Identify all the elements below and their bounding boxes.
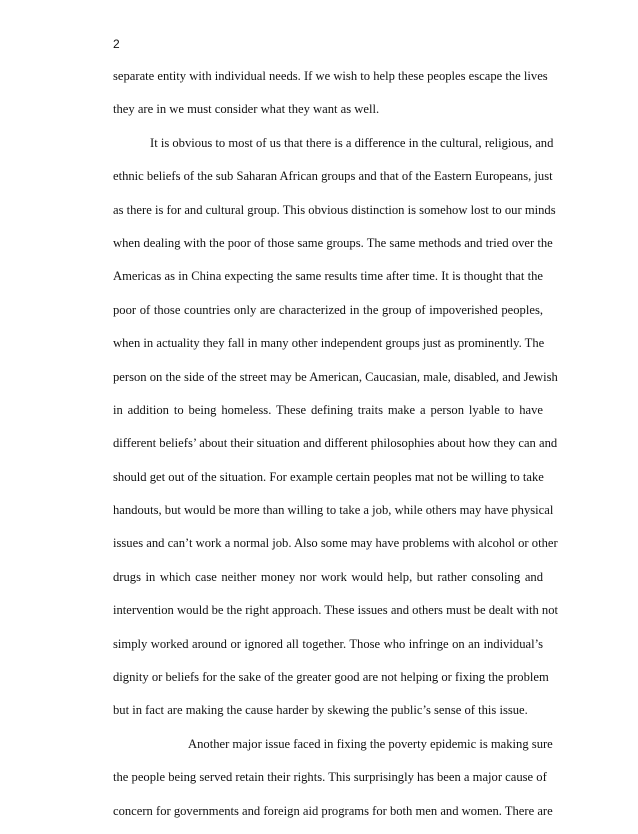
page-number: 2 <box>113 37 120 51</box>
text-line: in addition to being homeless. These defining traits make a person lyable to have <box>113 402 543 417</box>
text-line: person on the side of the street may be American, Caucasian, male, disabled, and Jewish <box>113 369 558 384</box>
text-line: should get out of the situation. For example certain peoples mat not be willing to take <box>113 469 544 484</box>
text-line: when in actuality they fall in many other independent groups just as prominently. The <box>113 336 545 351</box>
text-line: drugs in which case neither money nor work would help, but rather consoling and <box>113 569 543 584</box>
text-line: dignity or beliefs for the sake of the greater good are not helping or fixing the problem <box>113 670 549 685</box>
text-line: ethnic beliefs of the sub Saharan African groups and that of the Eastern Europeans, just <box>113 169 553 184</box>
text-line: simply worked around or ignored all together. Those who infringe on an individual’s <box>113 636 543 651</box>
text-line: but in fact are making the cause harder by skewing the public’s sense of this issue. <box>113 703 528 718</box>
text-line: the people being served retain their rights. This surprisingly has been a major cause of <box>113 770 547 785</box>
text-line: separate entity with individual needs. If we wish to help these peoples escape the lives <box>113 69 548 83</box>
text-line: when dealing with the poor of those same groups. The same methods and tried over the <box>113 235 553 250</box>
text-line: intervention would be the right approach. These issues and others must be dealt with not <box>113 603 558 618</box>
paragraph-first-line: It is obvious to most of us that there is a difference in the cultural, religious, and <box>150 135 554 150</box>
text-line: as there is for and cultural group. This obvious distinction is somehow lost to our minds <box>113 202 556 217</box>
text-line: handouts, but would be more than willing to take a job, while others may have physical <box>113 503 554 518</box>
text-line: poor of those countries only are characterized in the group of impoverished peoples, <box>113 302 543 317</box>
text-line: they are in we must consider what they want as well. <box>113 102 380 117</box>
body-text <box>113 66 558 834</box>
text-line: different beliefs’ about their situation and different philosophies about how they can and <box>113 436 558 451</box>
text-line: issues and can’t work a normal job. Also some may have problems with alcohol or other <box>113 536 558 551</box>
paragraph-first-line: Another major issue faced in fixing the poverty epidemic is making sure <box>188 736 553 751</box>
text-line: concern for governments and foreign aid programs for both men and women. There are <box>113 803 553 818</box>
text-line: Americas as in China expecting the same results time after time. It is thought that the <box>113 269 543 284</box>
